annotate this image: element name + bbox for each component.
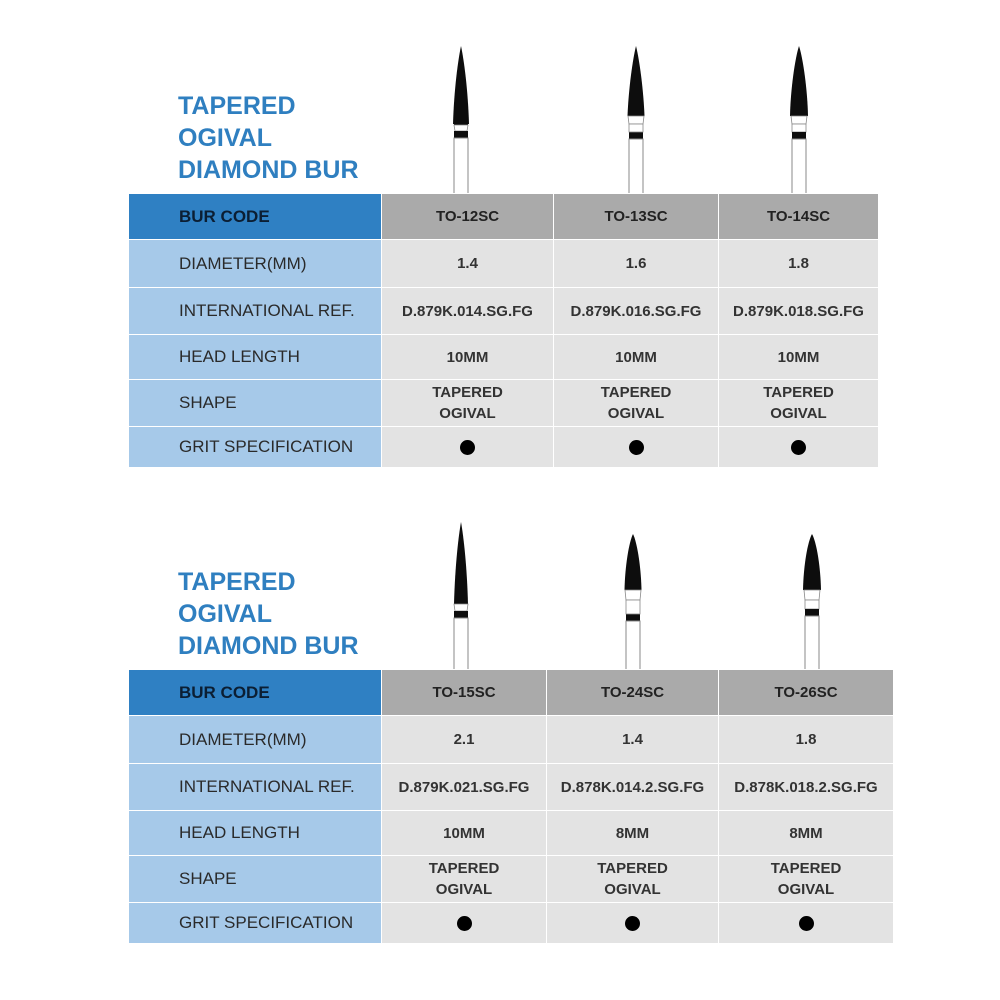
- title-line-3: DIAMOND BUR: [178, 632, 359, 660]
- shape-line-1: TAPERED: [600, 384, 672, 401]
- product-section-2: [0, 476, 1000, 952]
- row-label: GRIT SPECIFICATION: [129, 903, 382, 944]
- table-row: [129, 380, 879, 427]
- black-dot-icon: [457, 916, 472, 931]
- grit-value: [547, 903, 719, 944]
- bur-code: TO-13SC: [554, 194, 719, 240]
- grit-value: [382, 903, 547, 944]
- shape-line-2: OGIVAL: [607, 405, 665, 422]
- diamond-bur-icon: [784, 0, 814, 200]
- table-row: [129, 427, 879, 468]
- row-label: INTERNATIONAL REF.: [129, 288, 382, 335]
- section-title: [178, 566, 359, 662]
- bur-code: TO-14SC: [719, 194, 879, 240]
- table-row: [129, 288, 879, 335]
- spec-table: [128, 669, 894, 944]
- shape-line-1: TAPERED: [432, 384, 503, 401]
- black-dot-icon: [625, 916, 640, 931]
- shape-line-1: TAPERED: [763, 384, 834, 401]
- grit-value: [554, 427, 719, 468]
- bur-code: TO-24SC: [547, 670, 719, 716]
- black-dot-icon: [460, 440, 475, 455]
- title-line-1: TAPERED: [178, 568, 296, 596]
- shape-line-2: OGIVAL: [435, 881, 493, 898]
- head-length-value: 10MM: [719, 335, 879, 380]
- black-dot-icon: [791, 440, 806, 455]
- diameter-value: 1.8: [719, 240, 879, 288]
- table-row: [129, 240, 879, 288]
- international-ref-value: D.879K.021.SG.FG: [382, 764, 547, 811]
- row-label: DIAMETER(MM): [129, 716, 382, 764]
- table-row: [129, 903, 894, 944]
- diamond-bur-icon: [797, 476, 827, 676]
- diameter-value: 1.6: [554, 240, 719, 288]
- bur-code: TO-12SC: [382, 194, 554, 240]
- head-length-value: 10MM: [382, 335, 554, 380]
- head-length-value: 10MM: [554, 335, 719, 380]
- row-label: GRIT SPECIFICATION: [129, 427, 382, 468]
- table-row: [129, 335, 879, 380]
- product-section-1: [0, 0, 1000, 476]
- table-row: [129, 670, 894, 716]
- table-row: [129, 194, 879, 240]
- shape-value: [719, 856, 894, 903]
- row-label: SHAPE: [129, 380, 382, 427]
- table-row: [129, 764, 894, 811]
- shape-line-2: OGIVAL: [777, 881, 835, 898]
- diamond-bur-icon: [618, 476, 648, 676]
- row-label: HEAD LENGTH: [129, 811, 382, 856]
- title-line-1: TAPERED: [178, 92, 296, 120]
- international-ref-value: D.879K.016.SG.FG: [554, 288, 719, 335]
- shape-value: [382, 380, 554, 427]
- diamond-bur-icon: [621, 0, 651, 200]
- row-label: HEAD LENGTH: [129, 335, 382, 380]
- diameter-value: 2.1: [382, 716, 547, 764]
- diamond-bur-icon: [446, 476, 476, 676]
- row-label: BUR CODE: [129, 670, 382, 716]
- spec-table: [128, 193, 879, 468]
- title-line-3: DIAMOND BUR: [178, 156, 359, 184]
- black-dot-icon: [799, 916, 814, 931]
- shape-value: [554, 380, 719, 427]
- grit-value: [382, 427, 554, 468]
- shape-line-2: OGIVAL: [439, 405, 496, 422]
- black-dot-icon: [629, 440, 644, 455]
- shape-line-2: OGIVAL: [604, 881, 661, 898]
- section-title: [178, 90, 359, 186]
- shape-line-1: TAPERED: [597, 860, 668, 877]
- shape-line-1: TAPERED: [428, 860, 500, 877]
- international-ref-value: D.878K.018.2.SG.FG: [719, 764, 894, 811]
- row-label: SHAPE: [129, 856, 382, 903]
- title-line-2: OGIVAL: [178, 124, 272, 152]
- head-length-value: 10MM: [382, 811, 547, 856]
- shape-value: [382, 856, 547, 903]
- diameter-value: 1.8: [719, 716, 894, 764]
- table-row: [129, 811, 894, 856]
- table-row: [129, 716, 894, 764]
- row-label: DIAMETER(MM): [129, 240, 382, 288]
- diameter-value: 1.4: [547, 716, 719, 764]
- diameter-value: 1.4: [382, 240, 554, 288]
- title-line-2: OGIVAL: [178, 600, 272, 628]
- shape-line-1: TAPERED: [770, 860, 842, 877]
- international-ref-value: D.878K.014.2.SG.FG: [547, 764, 719, 811]
- bur-code: TO-15SC: [382, 670, 547, 716]
- shape-value: [547, 856, 719, 903]
- head-length-value: 8MM: [547, 811, 719, 856]
- grit-value: [719, 427, 879, 468]
- grit-value: [719, 903, 894, 944]
- shape-line-2: OGIVAL: [770, 405, 827, 422]
- diamond-bur-icon: [446, 0, 476, 200]
- row-label: INTERNATIONAL REF.: [129, 764, 382, 811]
- international-ref-value: D.879K.018.SG.FG: [719, 288, 879, 335]
- head-length-value: 8MM: [719, 811, 894, 856]
- shape-value: [719, 380, 879, 427]
- international-ref-value: D.879K.014.SG.FG: [382, 288, 554, 335]
- row-label: BUR CODE: [129, 194, 382, 240]
- bur-code: TO-26SC: [719, 670, 894, 716]
- table-row: [129, 856, 894, 903]
